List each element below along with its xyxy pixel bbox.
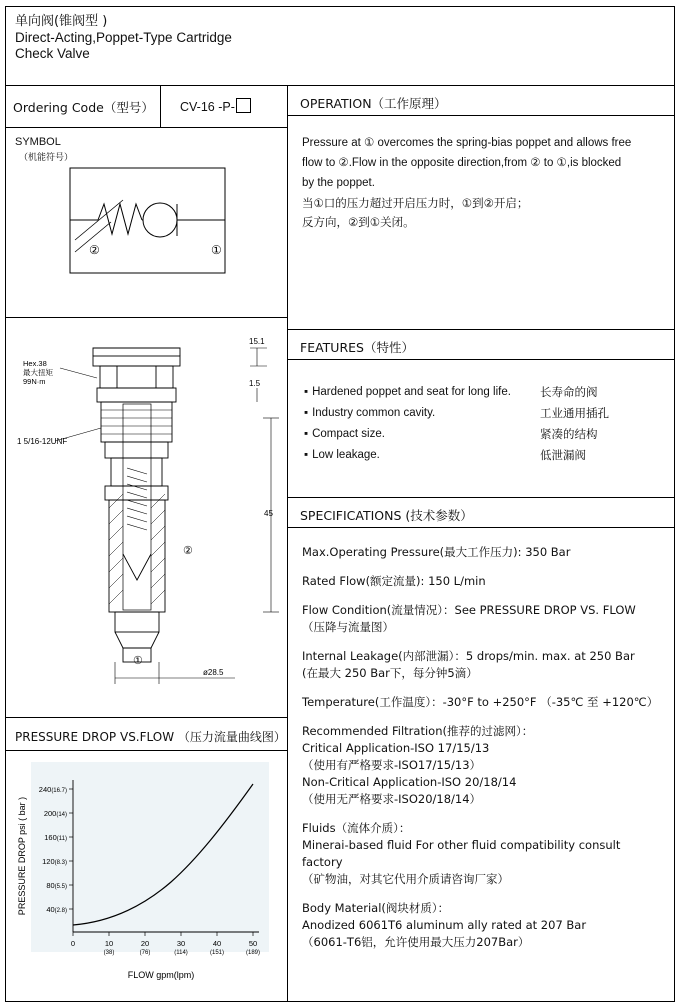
spec-line: Critical Application-ISO 17/15/13: [302, 741, 490, 755]
spec-item-flow-condition: [302, 602, 661, 636]
spec-line: Minerai-based fluid For other fluid compatibility consult factory: [302, 838, 621, 869]
cross-section-drawing: [5, 318, 287, 718]
balloon-1: ①: [133, 655, 143, 667]
x-tick-40-sub: (151): [209, 950, 225, 956]
spec-item-rated-flow: [302, 573, 661, 590]
ordering-code-text: CV-16 -P-: [180, 100, 235, 114]
feature-en: Compact size.: [312, 428, 385, 440]
y-tick-120: 120(8.3): [42, 857, 67, 866]
y-tick-80: 80(5.5): [46, 881, 67, 890]
feature-cn: 长寿命的阀: [540, 385, 598, 399]
operation-line-cn-2: 反方向，②到①关闭。: [302, 215, 415, 229]
specifications-body: [288, 528, 675, 951]
hex-note-line2: 最大扭矩: [23, 368, 53, 377]
x-tick-0: 0: [70, 939, 76, 948]
symbol-title: SYMBOL: [15, 136, 61, 148]
ordering-code-value: [180, 98, 251, 114]
spec-line: Max.Operating Pressure(最大工作压力): 350 Bar: [302, 545, 571, 559]
symbol-section: [5, 128, 287, 318]
cartridge-valve-drawing: [5, 318, 287, 718]
ordering-code-row: [5, 86, 287, 128]
spec-line: Temperature(工作温度）：-30°F to +250°F （-35℃ 至 +120℃）: [302, 695, 659, 709]
x-tick-50: 50: [248, 939, 258, 948]
bullet-icon: ▪: [304, 407, 309, 419]
chart-area: [11, 756, 283, 999]
bullet-icon: ▪: [304, 449, 309, 461]
pressure-drop-chart-section: [5, 718, 287, 1001]
feature-item: [304, 382, 661, 403]
spec-line: Recommended Filtration(推荐的过滤网）：: [302, 724, 534, 738]
features-heading: [288, 330, 675, 360]
spec-item-fluids: [302, 820, 661, 888]
thread-callout: 1 5/16-12UNF: [17, 437, 68, 446]
feature-item: [304, 445, 661, 466]
feature-cn: 低泄漏阀: [540, 448, 586, 462]
page-header: [5, 6, 675, 86]
hex-note-line1: Hex.38: [23, 359, 47, 368]
bullet-icon: ▪: [304, 428, 309, 440]
y-tick-200: 200(14): [43, 809, 67, 818]
x-tick-10-sub: (38): [103, 950, 115, 956]
hex-note-line3: 99N·m: [23, 377, 46, 386]
bullet-icon: ▪: [304, 386, 309, 398]
spec-line: （6061-T6铝，允许使用最大压力207Bar）: [302, 935, 530, 949]
ordering-code-blank-box: [236, 98, 251, 113]
pressure-drop-vs-flow-chart: [11, 756, 283, 994]
spec-item-body-material: [302, 900, 661, 951]
y-tick-40: 40(2.8): [46, 905, 67, 914]
y-tick-160: 160(11): [44, 833, 67, 842]
operation-heading-text: OPERATION（工作原理）: [300, 96, 447, 111]
left-column: [5, 86, 288, 1002]
feature-item: [304, 424, 661, 445]
spec-item-filtration: [302, 723, 661, 808]
chart-xlabel: FLOW gpm(lpm): [127, 970, 195, 980]
spec-line: Body Material(阀块材质）：: [302, 901, 450, 915]
dim-1-5: 1.5: [249, 379, 261, 388]
specifications-heading: [288, 498, 675, 528]
operation-line-3: by the poppet.: [302, 177, 375, 189]
balloon-2: ②: [183, 545, 193, 557]
hydraulic-symbol-diagram: [5, 156, 288, 306]
y-tick-240: 240(16.7): [38, 785, 67, 794]
symbol-subtitle: （机能符号）: [19, 153, 74, 163]
spec-line: Anodized 6061T6 aluminum ally rated at 207 Bar: [302, 918, 587, 932]
right-column: [288, 86, 675, 1002]
feature-en: Hardened poppet and seat for long life.: [312, 386, 511, 398]
page-title-en-line1: Direct-Acting,Poppet-Type Cartridge: [15, 30, 232, 45]
feature-en: Industry common cavity.: [312, 407, 436, 419]
spec-line: （压降与流量图）: [302, 620, 394, 634]
spec-item-temperature: [302, 694, 661, 711]
specifications-heading-text: SPECIFICATIONS (技术参数）: [300, 508, 473, 523]
feature-cn: 紧凑的结构: [540, 427, 598, 441]
spec-line: Rated Flow(额定流量): 150 L/min: [302, 574, 486, 588]
spec-line: (在最大 250 Bar下，每分钟5滴）: [302, 666, 478, 680]
spec-line: （矿物油，对其它代用介质请咨询厂家）: [302, 872, 509, 886]
x-tick-50-sub: (189): [245, 950, 261, 956]
x-tick-40: 40: [212, 939, 222, 948]
x-tick-30: 30: [176, 939, 186, 948]
spec-line: Flow Condition(流量情况）：See PRESSURE DROP VS. FLOW: [302, 603, 636, 617]
spec-line: （使用无严格要求-ISO20/18/14）: [302, 792, 482, 806]
spec-line: Fluids（流体介质）：: [302, 821, 411, 835]
symbol-port-1-label: ①: [211, 243, 222, 257]
operation-line-2: flow to ②.Flow in the opposite direction,from ② to ①,is blocked: [302, 157, 622, 169]
x-tick-20-sub: (76): [139, 950, 151, 956]
spec-line: Internal Leakage(内部泄漏）：5 drops/min. max. at 250 Bar: [302, 649, 635, 663]
symbol-port-2-label: ②: [89, 243, 100, 257]
page-title-cn: 单向阀(锥阀型 ): [15, 14, 108, 29]
operation-line-cn-1: 当①口的压力超过开启压力时，①到②开启；: [302, 196, 529, 210]
page-title-en-line2: Check Valve: [15, 46, 90, 61]
chart-title-divider: [5, 750, 287, 751]
operation-body: [288, 116, 675, 330]
features-body: [288, 360, 675, 498]
chart-ylabel: PRESSURE DROP psi ( bar ): [17, 796, 27, 916]
dim-15-1: 15.1: [249, 337, 265, 346]
x-tick-10: 10: [104, 939, 114, 948]
features-heading-text: FEATURES（特性）: [300, 340, 414, 355]
dim-diameter: ø28.5: [203, 668, 224, 677]
operation-line-1: Pressure at ① overcomes the spring-bias poppet and allows free: [302, 137, 632, 149]
x-tick-30-sub: (114): [174, 950, 188, 956]
feature-cn: 工业通用插孔: [540, 406, 609, 420]
operation-heading: [288, 86, 675, 116]
spec-line: Non-Critical Application-ISO 20/18/14: [302, 775, 517, 789]
ordering-divider: [160, 86, 161, 127]
x-tick-20: 20: [140, 939, 150, 948]
dim-45: 45: [264, 509, 273, 518]
spec-line: （使用有严格要求-ISO17/15/13）: [302, 758, 482, 772]
feature-item: [304, 403, 661, 424]
spec-item-max-pressure: [302, 544, 661, 561]
feature-en: Low leakage.: [312, 449, 380, 461]
chart-title: PRESSURE DROP VS.FLOW （压力流量曲线图）: [15, 730, 286, 744]
ordering-code-label: Ordering Code（型号）: [13, 100, 154, 115]
spec-item-internal-leakage: [302, 648, 661, 682]
